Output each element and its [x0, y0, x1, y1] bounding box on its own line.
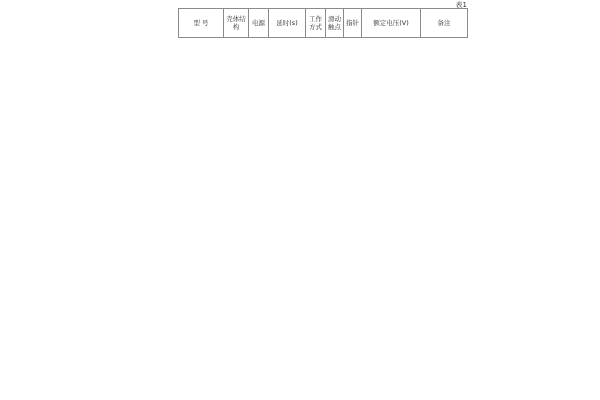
spec-table	[178, 8, 468, 38]
col-header-power: 电源	[249, 9, 269, 38]
col-header-note: 备注	[421, 9, 468, 38]
table-caption: 表1	[455, 1, 467, 9]
col-header-model: 型 号	[179, 9, 224, 38]
col-header-work-mode: 工作方式	[306, 9, 326, 38]
col-header-slide-contact: 滑动触点	[326, 9, 344, 38]
col-header-voltage: 额定电压(V)	[362, 9, 421, 38]
col-header-case: 壳体结构	[224, 9, 249, 38]
col-header-delay: 延时(s)	[269, 9, 306, 38]
header-row	[179, 9, 468, 38]
col-header-pointer: 指针	[344, 9, 362, 38]
